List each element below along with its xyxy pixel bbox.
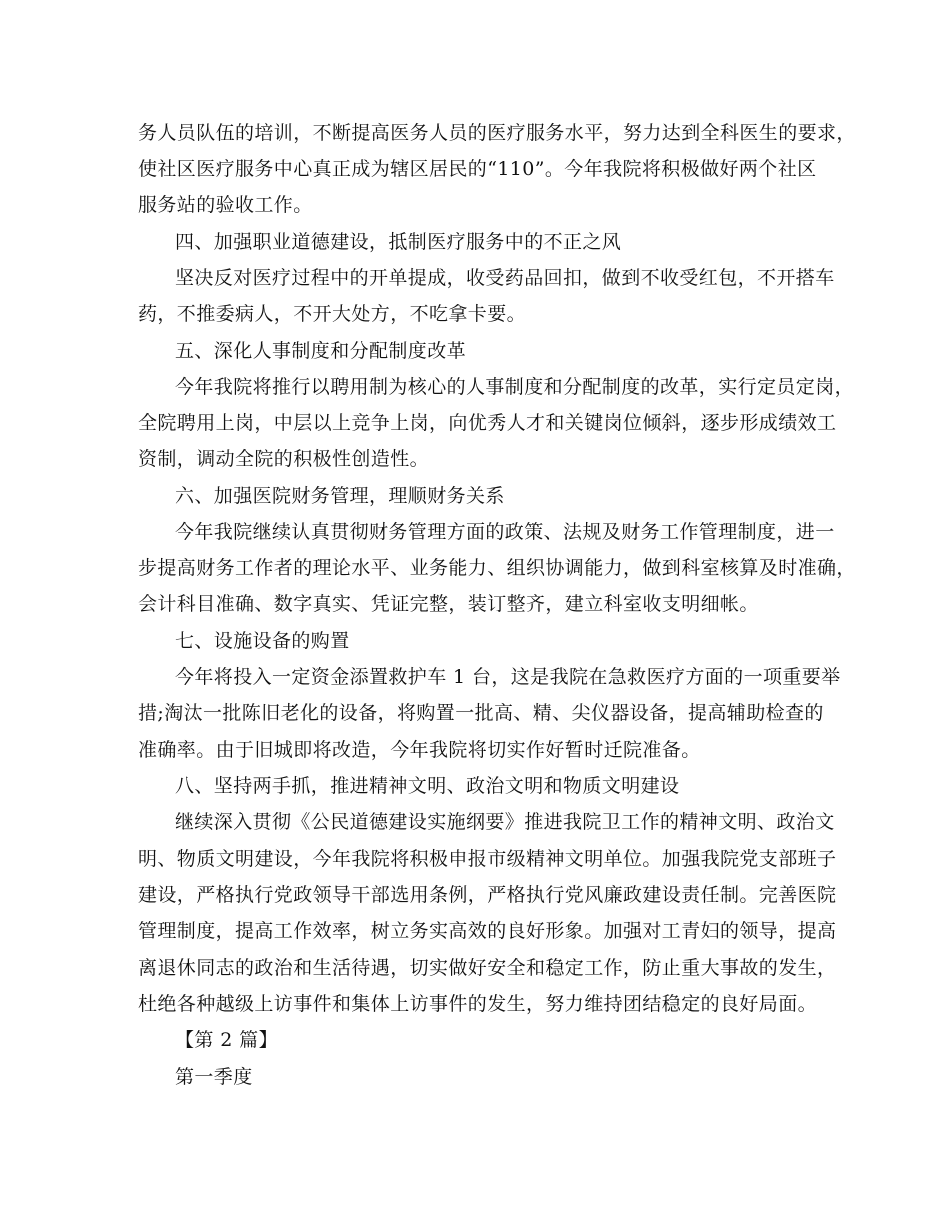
article-marker: 【第 2 篇】 [175, 1029, 278, 1051]
paragraph-line: 资制，调动全院的积极性创造性。 [138, 448, 430, 470]
paragraph-line: 步提高财务工作者的理论水平、业务能力、组织协调能力，做到科室核算及时准确， [138, 557, 856, 579]
paragraph-line: 措;淘汰一批陈旧老化的设备，将购置一批高、精、尖仪器设备，提高辅助检查的 [138, 702, 824, 724]
paragraph-line: 会计科目准确、数字真实、凭证完整，装订整齐，建立科室收支明细帐。 [138, 593, 759, 615]
section-heading: 六、加强医院财务管理，理顺财务关系 [175, 485, 505, 507]
section-heading: 四、加强职业道德建设，抵制医疗服务中的不正之风 [175, 231, 622, 253]
paragraph-line: 管理制度，提高工作效率，树立务实高效的良好形象。加强对工青妇的领导，提高 [138, 920, 837, 942]
paragraph-line: 杜绝各种越级上访事件和集体上访事件的发生，努力维持团结稳定的良好局面。 [138, 993, 818, 1015]
paragraph-line: 服务站的验收工作。 [138, 194, 313, 216]
paragraph-line: 明、物质文明建设，今年我院将积极申报市级精神文明单位。加强我院党支部班子 [138, 848, 837, 870]
paragraph-line: 使社区医疗服务中心真正成为辖区居民的“110”。今年我院将积极做好两个社区 [138, 158, 817, 180]
paragraph-line: 今年我院将推行以聘用制为核心的人事制度和分配制度的改革，实行定员定岗， [175, 376, 855, 398]
section-heading: 七、设施设备的购置 [175, 630, 350, 652]
paragraph-line: 继续深入贯彻《公民道德建设实施纲要》推进我院卫工作的精神文明、政治文 [175, 811, 835, 833]
section-heading: 五、深化人事制度和分配制度改革 [175, 340, 467, 362]
paragraph-line: 准确率。由于旧城即将改造，今年我院将切实作好暂时迁院准备。 [138, 739, 701, 761]
paragraph-line: 务人员队伍的培训，不断提高医务人员的医疗服务水平，努力达到全科医生的要求， [138, 122, 856, 144]
paragraph-line: 建设，严格执行党政领导干部选用条例，严格执行党风廉政建设责任制。完善医院 [138, 884, 837, 906]
paragraph-line: 全院聘用上岗，中层以上竞争上岗，向优秀人才和关键岗位倾斜，逐步形成绩效工 [138, 412, 837, 434]
subsection-heading: 第一季度 [175, 1066, 253, 1088]
paragraph-line: 今年我院继续认真贯彻财务管理方面的政策、法规及财务工作管理制度，进一 [175, 521, 835, 543]
paragraph-line: 坚决反对医疗过程中的开单提成，收受药品回扣，做到不收受红包，不开搭车 [175, 267, 835, 289]
paragraph-line: 今年将投入一定资金添置救护车 1 台，这是我院在急救医疗方面的一项重要举 [175, 666, 841, 688]
paragraph-line: 离退休同志的政治和生活待遇，切实做好安全和稳定工作，防止重大事故的发生， [138, 957, 837, 979]
paragraph-line: 药，不推委病人，不开大处方，不吃拿卡要。 [138, 303, 527, 325]
section-heading: 八、坚持两手抓，推进精神文明、政治文明和物质文明建设 [175, 775, 680, 797]
